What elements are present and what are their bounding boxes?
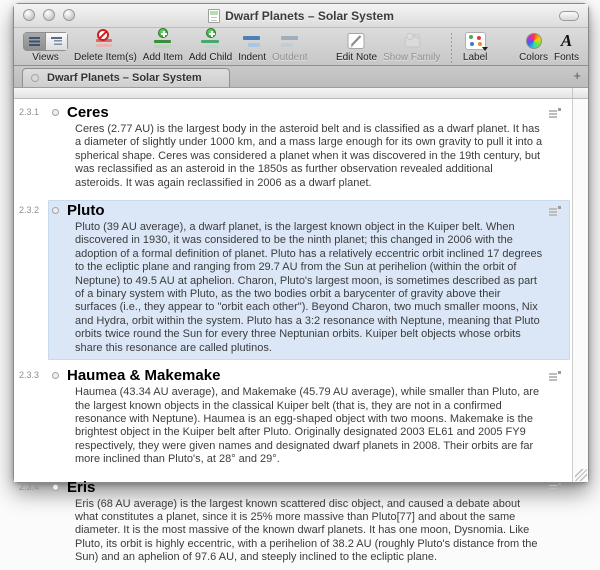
indent-label: Indent [238, 52, 266, 63]
views-label: Views [32, 52, 59, 63]
section-number: 2.3.3 [19, 370, 40, 381]
colors-label: Colors [519, 52, 548, 63]
delete-item-button[interactable] [74, 31, 137, 63]
colors-button[interactable] [519, 31, 548, 63]
app-window [13, 3, 589, 564]
window-controls [23, 9, 75, 21]
outdent-icon [279, 32, 301, 50]
delete-item-icon [94, 32, 116, 50]
label-label: Label [462, 52, 488, 63]
minimize-window-button[interactable] [43, 9, 55, 21]
vertical-scrollbar[interactable] [572, 99, 588, 482]
item-handle-icon[interactable] [52, 109, 59, 116]
outline-row-eris[interactable] [14, 477, 572, 570]
note-icon[interactable] [549, 483, 561, 492]
toolbar-separator [451, 33, 452, 63]
tab-dwarf-planets[interactable] [22, 68, 230, 87]
item-title[interactable]: Ceres [67, 104, 109, 121]
fonts-icon: A [560, 31, 573, 50]
color-wheel-icon [526, 33, 542, 49]
views-control[interactable] [23, 31, 68, 63]
item-note-text[interactable]: Ceres (2.77 AU) is the largest body in the asteroid belt and is classified as a dwarf planet. It has a diameter of slightly under 1000 km, and a mass large enough for its own gravity to pull it into a spherical shape. Ceres was considered a planet when it was discovered in the 19th century, but was reclassified as an asteroid in the 1850s as further observation revealed additional asteroids. It was again reclassified in 2006 as a dwarf planet. [75, 123, 543, 189]
add-item-icon [152, 32, 174, 50]
show-family-icon [401, 31, 423, 51]
note-icon[interactable] [549, 108, 561, 117]
add-item-button[interactable] [143, 31, 183, 63]
add-child-button[interactable] [189, 31, 232, 63]
section-number: 2.3.4 [19, 481, 40, 492]
item-handle-icon[interactable] [52, 207, 59, 214]
section-number: 2.3.2 [19, 205, 40, 216]
indent-button[interactable] [238, 31, 266, 63]
show-family-button [383, 31, 440, 63]
toolbar [14, 28, 588, 66]
window-title: Dwarf Planets – Solar System [225, 8, 394, 23]
close-window-button[interactable] [23, 9, 35, 21]
add-tab-button[interactable]: + [573, 68, 581, 83]
tab-bar [14, 66, 588, 88]
outline-row-ceres[interactable] [14, 102, 572, 195]
edit-note-button[interactable] [336, 31, 377, 63]
list-view-icon[interactable] [24, 33, 45, 50]
toolbar-toggle-button[interactable] [559, 11, 579, 21]
item-title[interactable]: Eris [67, 478, 96, 496]
fonts-button[interactable] [554, 31, 579, 63]
outdent-button [272, 31, 308, 63]
outline-view-icon[interactable] [45, 33, 67, 50]
item-note-text[interactable]: Haumea (43.34 AU average), and Makemake (45.79 AU average), while smaller than Pluto, are the largest known objects in the classical Kuiper belt (that is, they are not in a confirmed resonance with Neptune). Haumea is an egg-shaped object with two moons. Makemake is the brightest object in the Kuiper belt after Pluto. Originally designated 2003 EL61 and 2005 FY9 respectively, they were given names and designated dwarf planets in 2008. Their orbits are far more inclined than Pluto's, at 28° and 29°. [75, 386, 540, 466]
resize-grip-icon[interactable] [575, 469, 587, 481]
item-handle-icon[interactable] [52, 484, 59, 491]
item-note-text[interactable]: Eris (68 AU average) is the largest known scattered disc object, and caused a debate about what constitutes a planet, since it is 25% more massive than Pluto[77] and about the same diameter. It is the most massive of the known dwarf planets. It has one moon, Dysnomia. Like Pluto, its orbit is highly eccentric, with a perihelion of 38.2 AU (roughly Pluto's distance from the Sun) and an aphelion of 97.6 AU, and steeply inclined to the ecliptic plane. [75, 497, 538, 564]
item-note-text[interactable]: Pluto (39 AU average), a dwarf planet, is the largest known object in the Kuiper belt. When discovered in 1930, it was considered to be the ninth planet; this changed in 2006 with the adoption of a formal definition of planet. Pluto has a relatively eccentric orbit inclined 17 degrees to the ecliptic plane and ranging from 29.7 AU from the Sun at perihelion (within the orbit of Neptune) to 49.5 AU at aphelion. Charon, Pluto's largest moon, is sometimes described as part of a binary system with Pluto, as the two bodies orbit a barycenter of gravity above their surfaces (i.e., they appear to "orbit each other"). Beyond Charon, two much smaller moons, Nix and Hydra, orbit within the system. Pluto has a 3:2 resonance with Neptune, meaning that Pluto orbits twice round the Sun for every three Neptunian orbits. Kuiper belt objects whose orbits share this resonance are called plutinos. [75, 221, 543, 354]
title-group [208, 9, 394, 23]
label-button[interactable] [463, 31, 487, 63]
add-item-label: Add Item [142, 52, 183, 63]
outline-row-pluto[interactable] [14, 200, 572, 360]
item-title[interactable]: Haumea & Makemake [67, 367, 221, 385]
note-icon[interactable] [549, 371, 561, 380]
outline-content [14, 99, 588, 564]
show-family-label: Show Family [383, 52, 441, 63]
views-segmented-icon [23, 31, 68, 51]
section-number: 2.3.1 [19, 107, 40, 117]
indent-icon [241, 32, 263, 50]
note-icon[interactable] [549, 206, 561, 215]
title-bar[interactable] [14, 4, 588, 28]
outdent-label: Outdent [272, 52, 308, 63]
fonts-label: Fonts [553, 52, 579, 63]
delete-item-label: Delete Item(s) [74, 52, 137, 63]
tab-close-icon[interactable] [31, 74, 39, 82]
item-handle-icon[interactable] [52, 372, 59, 379]
tab-label: Dwarf Planets – Solar System [47, 72, 202, 84]
outline-list[interactable] [14, 99, 572, 564]
edit-note-label: Edit Note [335, 52, 378, 63]
edit-note-icon [347, 31, 366, 51]
zoom-window-button[interactable] [63, 9, 75, 21]
add-child-label: Add Child [188, 52, 233, 63]
document-icon [208, 9, 220, 23]
outline-row-haumea-makemake[interactable] [14, 365, 572, 471]
ruler-strip [14, 88, 588, 99]
label-icon [465, 32, 486, 50]
item-title[interactable]: Pluto [67, 202, 105, 220]
add-child-icon [200, 32, 222, 50]
